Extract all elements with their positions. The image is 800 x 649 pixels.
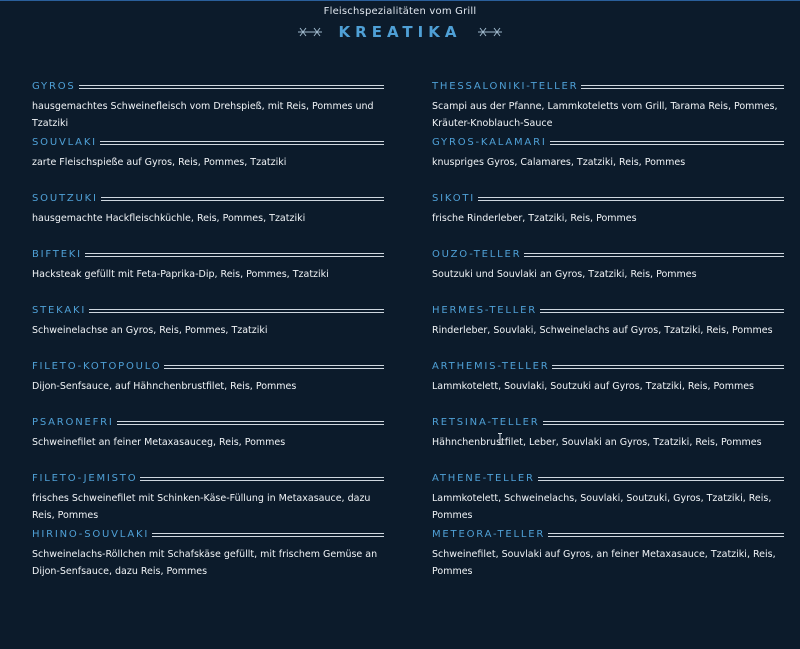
menu-item-name: SIKOTI [432,192,476,204]
menu-item [32,527,384,583]
menu-subtitle: Fleischspezialitäten vom Grill [323,6,477,17]
menu-item-header [32,471,384,485]
menu-item-name: METEORA-TELLER [432,528,546,540]
menu-item-name: GYROS [32,80,76,92]
text-cursor-icon [497,433,503,445]
menu-item [432,135,784,191]
menu-item-name: PSARONEFRI [32,416,114,428]
menu-item-header [432,79,784,93]
double-rule-divider [548,533,784,537]
title-row [0,23,800,41]
menu-item [432,527,784,583]
double-rule-divider [101,197,384,201]
menu-item-name: RETSINA-TELLER [432,416,540,428]
menu-item-name: SOUVLAKI [32,136,97,148]
double-rule-divider [140,477,384,481]
menu-item [432,471,784,527]
menu-item [432,415,784,471]
menu-item-description: Schweinefilet an feiner Metaxasauceg, Reis, Pommes [32,437,286,448]
menu-item-name: BIFTEKI [32,248,82,260]
menu-item-name: HIRINO-SOUVLAKI [32,528,150,540]
menu-item-name: STEKAKI [32,304,87,316]
menu-item [32,471,384,527]
double-rule-divider [79,85,384,89]
double-rule-divider [538,477,784,481]
menu-item-name: FILETO-KOTOPOULO [32,360,162,372]
menu-item-description: Lammkotelett, Souvlaki, Soutzuki auf Gyros, Tzatziki, Reis, Pommes [432,381,755,392]
double-rule-divider [478,197,784,201]
menu-item-header [432,527,784,541]
menu-columns [32,79,784,583]
menu-item-header [32,191,384,205]
menu-item-description: hausgemachte Hackfleischküchle, Reis, Pommes, Tzatziki [32,213,306,224]
menu-item [32,135,384,191]
menu-item-header [432,135,784,149]
menu-item [32,247,384,303]
menu-item-header [32,303,384,317]
menu-item-name: ATHENE-TELLER [432,472,535,484]
menu-item-header [432,471,784,485]
menu-item-header [32,247,384,261]
menu-item-header [432,191,784,205]
ornament-right-icon [477,26,503,38]
menu-item-description: Rinderleber, Souvlaki, Schweinelachs auf Gyros, Tzatziki, Reis, Pommes [432,325,773,336]
menu-item-name: THESSALONIKI-TELLER [432,80,579,92]
menu-item [432,79,784,135]
menu-item-name: OUZO-TELLER [432,248,522,260]
menu-item-description: knuspriges Gyros, Calamares, Tzatziki, Reis, Pommes [432,157,686,168]
menu-item-description: frisches Schweinefilet mit Schinken-Käse-Füllung in Metaxasauce, dazu Reis, Pommes [32,493,371,521]
menu-item-name: ARTHEMIS-TELLER [432,360,550,372]
double-rule-divider [552,365,784,369]
menu-item [432,191,784,247]
double-rule-divider [117,421,384,425]
double-rule-divider [100,141,384,145]
menu-item [32,415,384,471]
menu-item-description: Schweinefilet, Souvlaki auf Gyros, an feiner Metaxasauce, Tzatziki, Reis, Pommes [432,549,776,577]
double-rule-divider [164,365,384,369]
double-rule-divider [543,421,785,425]
double-rule-divider [89,309,384,313]
menu-item-name: SOUTZUKI [32,192,98,204]
menu-item-description: frische Rinderleber, Tzatziki, Reis, Pommes [432,213,637,224]
menu-title: KREATIKA [338,23,462,41]
menu-item-header [32,415,384,429]
double-rule-divider [581,85,784,89]
menu-item-description: Hähnchenbrustfilet, Leber, Souvlaki an Gyros, Tzatziki, Reis, Pommes [432,437,762,448]
double-rule-divider [540,309,784,313]
menu-item-header [432,303,784,317]
menu-item-header [32,79,384,93]
menu-item-description: Lammkotelett, Schweinelachs, Souvlaki, Soutzuki, Gyros, Tzatziki, Reis, Pommes [432,493,772,521]
menu-item [432,303,784,359]
menu-item-header [432,247,784,261]
menu-item [432,247,784,303]
menu-item-name: FILETO-JEMISTO [32,472,138,484]
menu-item-name: GYROS-KALAMARI [432,136,547,148]
menu-item [32,79,384,135]
menu-item [32,359,384,415]
double-rule-divider [550,141,784,145]
menu-item-description: Schweinelachs-Röllchen mit Schafskäse gefüllt, mit frischem Gemüse an Dijon-Senfsauce, dazu Reis, Pommes [32,549,378,577]
menu-item [32,191,384,247]
menu-column-right [432,79,784,583]
menu-item-header [32,359,384,373]
menu-item-header [432,415,784,429]
menu-item [432,359,784,415]
menu-header [0,6,800,41]
double-rule-divider [85,253,384,257]
menu-item-name: HERMES-TELLER [432,304,538,316]
menu-item-description: Dijon-Senfsauce, auf Hähnchenbrustfilet, Reis, Pommes [32,381,297,392]
menu-item-description: Hacksteak gefüllt mit Feta-Paprika-Dip, Reis, Pommes, Tzatziki [32,269,329,280]
menu-item-header [32,135,384,149]
double-rule-divider [524,253,784,257]
menu-item-description: hausgemachtes Schweinefleisch vom Drehspieß, mit Reis, Pommes und Tzatziki [32,101,374,129]
menu-item-header [432,359,784,373]
menu-item [32,303,384,359]
double-rule-divider [152,533,384,537]
menu-item-description: Schweinelachse an Gyros, Reis, Pommes, Tzatziki [32,325,268,336]
menu-column-left [32,79,384,583]
menu-item-description: Scampi aus der Pfanne, Lammkoteletts vom Grill, Tarama Reis, Pommes, Kräuter-Knoblauch-Sauce [432,101,778,129]
ornament-left-icon [297,26,323,38]
menu-item-description: zarte Fleischspieße auf Gyros, Reis, Pommes, Tzatziki [32,157,287,168]
top-border [0,0,800,1]
menu-item-header [32,527,384,541]
menu-item-description: Soutzuki und Souvlaki an Gyros, Tzatziki, Reis, Pommes [432,269,697,280]
